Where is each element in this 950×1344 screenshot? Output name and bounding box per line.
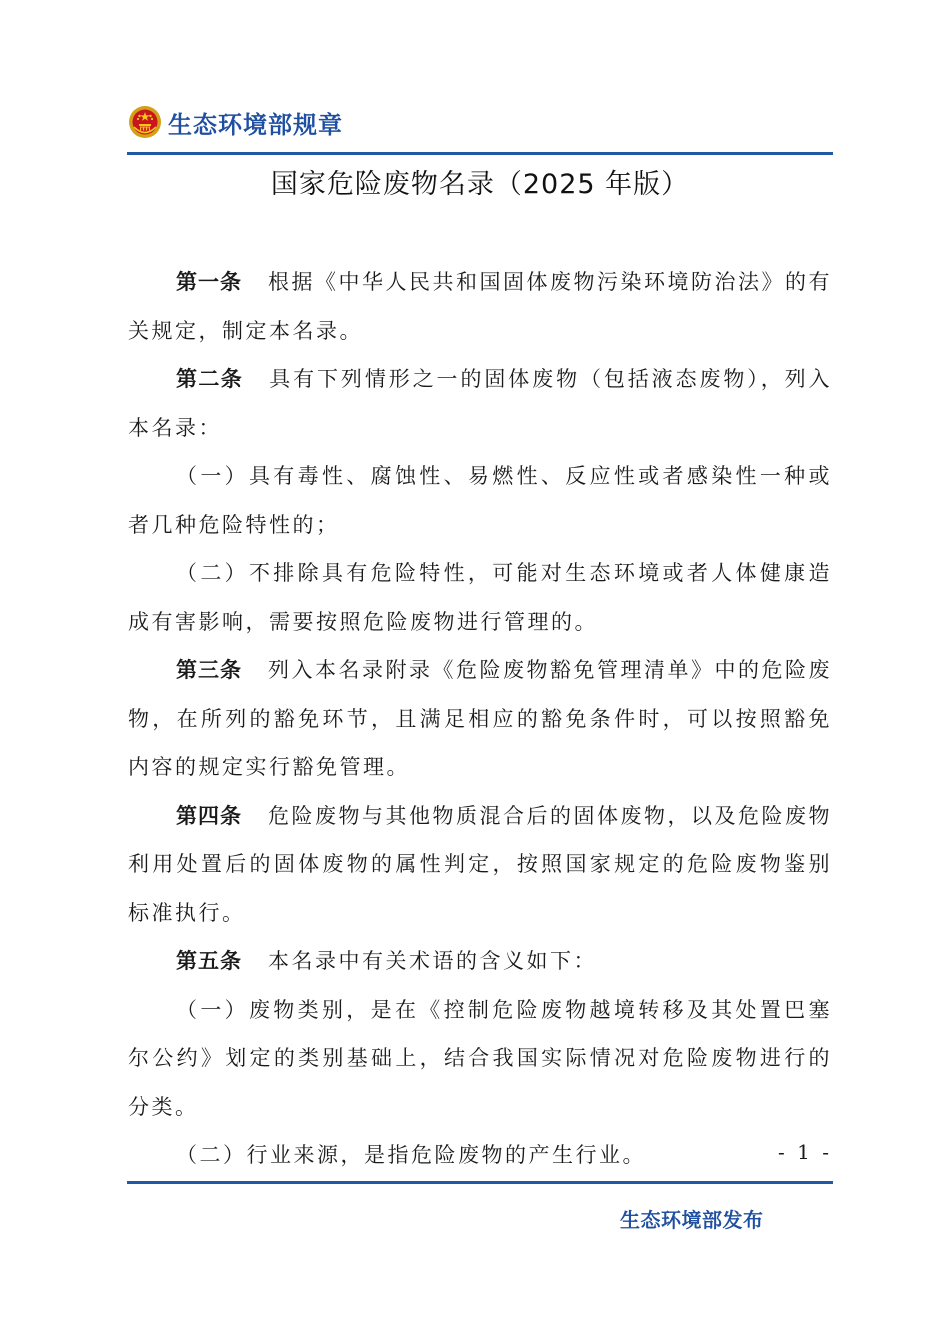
- paragraph-text: 根据《中华人民共和国固体废物污染环境防治法》的有关规定，制定本名录。: [128, 270, 832, 343]
- header-divider: [127, 152, 833, 155]
- paragraph-text: （二）行业来源，是指危险废物的产生行业。: [176, 1143, 646, 1167]
- paragraph-text: 具有下列情形之一的固体废物（包括液态废物），列入本名录：: [128, 367, 833, 440]
- article-label: 第四条: [176, 803, 242, 828]
- header-title: 生态环境部规章: [168, 110, 343, 139]
- paragraph-text: （二）不排除具有危险特性，可能对生态环境或者人体健康造成有害影响，需要按照危险废物进行管理的。: [128, 561, 832, 634]
- paragraph-text: （一）废物类别，是在《控制危险废物越境转移及其处置巴塞尔公约》划定的类别基础上，结合我国实际情况对危险废物进行的分类。: [128, 997, 832, 1119]
- clause-paragraph: [128, 452, 832, 549]
- clause-paragraph: [128, 986, 832, 1132]
- article-paragraph: [128, 646, 832, 792]
- footer-publisher: 生态环境部发布: [620, 1208, 764, 1232]
- article-label: 第一条: [176, 270, 242, 294]
- article-label: 第三条: [176, 658, 242, 682]
- footer-divider: [127, 1181, 833, 1184]
- article-paragraph: [128, 937, 832, 986]
- article-paragraph: [128, 355, 832, 452]
- page-header: [128, 100, 343, 144]
- article-label: 第二条: [176, 367, 244, 391]
- clause-paragraph: [128, 1131, 832, 1180]
- paragraph-text: 本名录中有关术语的含义如下：: [268, 949, 597, 973]
- page-number: - 1 -: [778, 1140, 832, 1164]
- clause-paragraph: [128, 549, 832, 646]
- document-body: [128, 258, 832, 1180]
- national-emblem-icon: [128, 105, 162, 139]
- paragraph-text: 危险废物与其他物质混合后的固体废物，以及危险废物利用处置后的固体废物的属性判定，按照国家规定的危险废物鉴别标准执行。: [128, 803, 832, 925]
- paragraph-text: 列入本名录附录《危险废物豁免管理清单》中的危险废物，在所列的豁免环节，且满足相应的豁免条件时，可以按照豁免内容的规定实行豁免管理。: [128, 658, 832, 779]
- article-paragraph: [128, 792, 832, 938]
- article-label: 第五条: [176, 949, 242, 973]
- document-title: 国家危险废物名录（2025 年版）: [270, 169, 690, 200]
- article-paragraph: [128, 258, 832, 355]
- paragraph-text: （一）具有毒性、腐蚀性、易燃性、反应性或者感染性一种或者几种危险特性的；: [128, 464, 832, 537]
